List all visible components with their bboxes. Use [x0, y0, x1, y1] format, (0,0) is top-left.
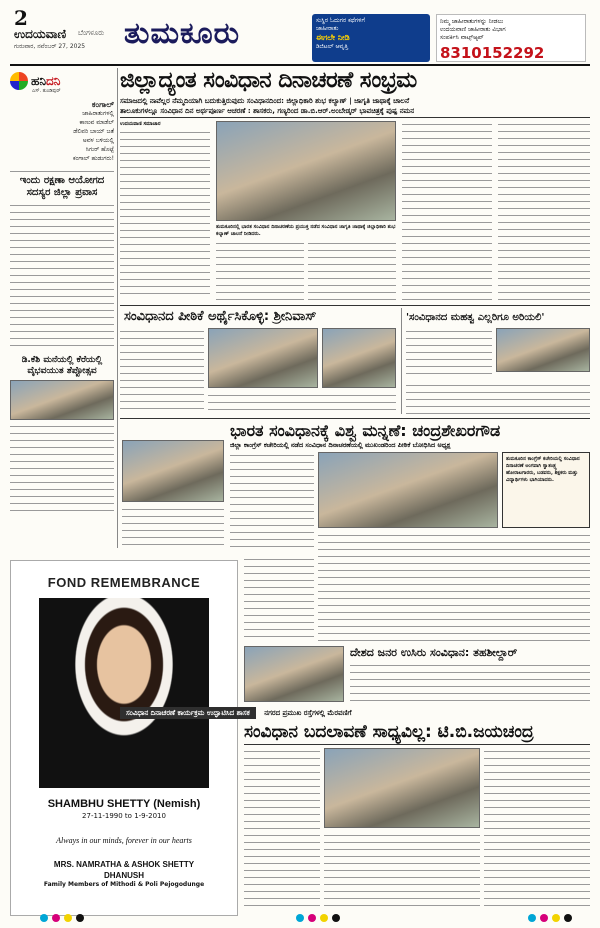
poem-line: ಜಾಹಿರಾತುಗಳಲ್ಲಿ — [82, 110, 114, 117]
byline: ಉದಯವಾಣಿ ಸಮಾಚಾರ — [120, 121, 161, 127]
lead-body-4 — [402, 121, 492, 301]
brand-logo-icon — [10, 72, 28, 90]
obituary-dates: 27-11-1990 to 1-9-2010 — [82, 812, 166, 820]
poem-line: ಅವಳ ಬಳಿಯಲ್ಲಿ — [82, 137, 114, 144]
edition-title: ತುಮಕೂರು — [124, 16, 241, 51]
ad-line: ಸಂಪರ್ಕಿಸಿ ವಾಟ್ಸ್‌ಆ್ಯಪ್ — [440, 34, 484, 41]
paper-name: ಉದಯವಾಣಿ — [14, 27, 67, 41]
ad-line: ಸುಸ್ಥಿರ ಓದುಗರ ಕಥೆಗಳಿಗೆ — [316, 17, 365, 24]
column-divider — [401, 308, 402, 414]
section-5-photo — [244, 646, 344, 702]
section-4-subhead: ಜಿಲ್ಲಾ ಕಾಂಗ್ರೆಸ್ ಕಚೇರಿಯಲ್ಲಿ ನಡೆದ ಸಂವಿಧಾನ ದಿನಾಚರಣೆಯಲ್ಲಿ ಮುಖಂಡರಿಂದ ಪೀಠಿಕೆ ಬೋಧಿಸಿದ ಅಧ್ಯಕ್ಷ — [230, 441, 451, 449]
brand-tag: ಎಸ್. ತುಂಡಿಪುರ್ — [32, 88, 61, 94]
section-6-headline: ಸಂವಿಧಾನ ಬದಲಾವಣೆ ಸಾಧ್ಯವಿಲ್ಲ: ಟಿ.ಬಿ.ಜಯಚಂದ್ರ — [244, 722, 534, 742]
ad-line: ಡಿಜಿಟಲ್ ಆವೃತ್ತಿ — [316, 43, 349, 50]
page-number: 2 — [14, 6, 28, 30]
lead-body-5 — [498, 121, 590, 301]
section-5-headline: ದೇಶದ ಜನರ ಉಸಿರು ಸಂವಿಧಾನ: ತಹಶೀಲ್ದಾರ್ — [350, 646, 518, 659]
top-ad-right[interactable] — [436, 14, 586, 62]
ad-phone: 8310152292 — [440, 44, 545, 62]
cyan-mark-icon — [296, 914, 304, 922]
obituary-family-2: DHANUSH — [104, 871, 144, 880]
yellow-mark-icon — [64, 914, 72, 922]
ad-line: ಜಾಹೀರಾತು — [316, 25, 339, 32]
obituary-name: SHAMBHU SHETTY (Nemish) — [47, 798, 201, 810]
left-headline: ಇಂದು ರಕ್ಷಣಾ ಆಯೋಗದ ಸದಸ್ಯರ ಜಿಲ್ಲಾ ಪ್ರವಾಸ — [10, 171, 114, 199]
section-6-body-2 — [324, 832, 480, 908]
headline-rule — [120, 117, 590, 118]
cyan-mark-icon — [528, 914, 536, 922]
ad-line: ಉದಯವಾಣಿ ಜಾಹೀರಾತು ವಿಭಾಗ — [440, 26, 506, 33]
section-2-body-2 — [208, 392, 396, 414]
black-mark-icon — [76, 914, 84, 922]
yellow-mark-icon — [552, 914, 560, 922]
section-4-headline: ಭಾರತ ಸಂವಿಧಾನಕ್ಕೆ ವಿಶ್ವ ಮನ್ನಣೆ: ಚಂದ್ರಶೇಖರಗೌಡ — [230, 421, 501, 440]
section-4-body — [230, 452, 314, 552]
print-registration-marks — [0, 912, 600, 924]
section-5-body — [350, 662, 590, 702]
left-column — [10, 70, 114, 546]
section-3-body — [406, 328, 492, 378]
poem-title: ಕಂಗಾಲ್ — [91, 100, 114, 109]
lead-photo-caption: ತುಮಕೂರಿನಲ್ಲಿ ಭಾರತ ಸಂವಿಧಾನ ದಿನಾಚರಣೆಯ ಪ್ರಯುಕ್ತ ನಡೆದ ಸಂವಿಧಾನ ಜಾಗೃತಿ ಜಾಥಾಕ್ಕೆ ಜಿಲ್ಲಾಧಿಕಾರಿ ಶುಭ ಕಲ್ಯಾಣ್ ಚಾಲನೆ ನೀಡಿದರು. — [216, 224, 396, 237]
section-3-photo — [496, 328, 590, 372]
obituary-quote: Always in our minds, forever in our hearts — [56, 836, 192, 845]
top-ad-left[interactable] — [312, 14, 430, 62]
section-rule — [244, 744, 590, 745]
poem-line: ಕಂಗಾಲ್ ಹುಡುಗರು! — [73, 155, 114, 162]
paper-sub: ಬೆಂಗಳೂರು — [78, 29, 105, 37]
black-mark-icon — [332, 914, 340, 922]
poem-line: ಕಾಣುವ ಮಾಡೆಲ್ — [79, 119, 114, 126]
banner-strip — [120, 707, 590, 719]
section-6-body — [244, 748, 320, 908]
cyan-mark-icon — [40, 914, 48, 922]
obituary-portrait — [39, 598, 209, 788]
section-2-photo — [208, 328, 318, 388]
masthead-rule — [10, 64, 590, 66]
yellow-mark-icon — [320, 914, 328, 922]
section-rule — [120, 305, 590, 306]
magenta-mark-icon — [540, 914, 548, 922]
lead-column-1 — [120, 121, 210, 301]
left-photo — [10, 380, 114, 420]
section-6-photo — [324, 748, 480, 828]
poem-line: ಡೆಲಿವರಿ ಬಾಯ್ ಜತೆ — [73, 128, 114, 135]
magenta-mark-icon — [52, 914, 60, 922]
section-2-body — [120, 328, 204, 414]
column-divider — [117, 68, 118, 548]
section-4-body-3 — [244, 556, 314, 642]
lead-body-3 — [308, 240, 396, 302]
info-box — [502, 452, 590, 528]
subhead-2: ತಾಲೂಕುಗಳಲ್ಲೂ ಸಂವಿಧಾನ ದಿನ ಅರ್ಥಪೂರ್ಣ ಆಚರಣೆ : ಶಾಸಕರು, ಗಣ್ಯರಿಂದ ಡಾ.ಬಿ.ಆರ್.ಅಂಬೇಡ್ಕರ್ ಭಾವಚಿತ್ರಕ್ಕೆ ಪುಷ್ಪ ನಮನ — [120, 107, 415, 115]
left-article-body — [10, 202, 114, 352]
lead-body — [120, 129, 210, 299]
section-6-body-3 — [484, 748, 590, 908]
ad-highlight: ಈಗಲೇ ನೀಡಿ — [316, 33, 350, 42]
section-3-headline: 'ಸಂವಿಧಾನದ ಮಹತ್ವ ಎಲ್ಲರಿಗೂ ಅರಿಯಲಿ' — [406, 312, 545, 323]
banner-item-2: ನಗರದ ಪ್ರಮುಖ ರಸ್ತೆಗಳಲ್ಲಿ ಮೆರವಣಿಗೆ — [264, 709, 352, 717]
obituary-ad — [10, 560, 238, 916]
poem-list — [10, 100, 114, 163]
black-mark-icon — [564, 914, 572, 922]
section-2-photo-2 — [322, 328, 396, 388]
subhead-1: ಸಮಾಜದಲ್ಲಿ ನಾವೆಲ್ಲರ ನೆಮ್ಮದಿಯಾಗಿ ಬದುಕುತ್ತಿರುವುದು ಸಂವಿಧಾನದಿಂದ: ಜಿಲ್ಲಾಧಿಕಾರಿ ಶುಭ ಕಲ್ಯಾಣ್ | ಜಾಗೃತಿ ಜಾಥಾಕ್ಕೆ ಚಾಲನೆ — [120, 97, 410, 105]
section-rule — [120, 418, 590, 419]
section-3-body-2 — [406, 382, 590, 414]
poem-line: ಸಿಗುರ್ ಹೊಟ್ಟೆ — [85, 146, 114, 153]
section-2-headline: ಸಂವಿಧಾನದ ಪೀಠಿಕೆ ಅರ್ಥೈಸಿಕೊಳ್ಳಿ: ಶ್ರೀನಿವಾಸ್ — [124, 309, 317, 324]
brand-name: ಹನಿದನಿ — [31, 73, 61, 88]
section-4-body-2 — [318, 532, 590, 642]
magenta-mark-icon — [308, 914, 316, 922]
ad-line: ನಿಮ್ಮ ಜಾಹೀರಾತುಗಳನ್ನು ನೀಡಲು — [440, 18, 504, 25]
photo-caption-lines — [122, 506, 224, 546]
obituary-family: MRS. NAMRATHA & ASHOK SHETTY — [53, 860, 195, 869]
dateline: ಗುರುವಾರ, ನವೆಂಬರ್ 27, 2025 — [14, 43, 86, 50]
info-box-text: ತುಮಕೂರಿನ ಕಾಂಗ್ರೆಸ್ ಕಚೇರಿಯಲ್ಲಿ ಸಂವಿಧಾನ ದಿನಾಚರಣೆ ಅಂಗವಾಗಿ ಸ್ವಾತಂತ್ರ್ಯ ಹೋರಾಟಗಾರರು, ಬಡವರು, ಶಿಕ್ಷಕರು ಮತ್ತು ವಿದ್ಯಾರ್ಥಿಗಳು ಭಾಗಿಯಾದರು. — [506, 456, 580, 483]
obituary-title: FOND REMEMBRANCE — [47, 575, 201, 590]
lead-photo — [216, 121, 396, 221]
section-4-photo — [318, 452, 498, 528]
banner-item-1: ಸಂವಿಧಾನ ದಿನಾಚರಣೆ ಕಾರ್ಯಕ್ರಮ ಉದ್ಘಾಟಿಸಿದ ಶಾಸಕ — [120, 707, 256, 719]
masthead — [0, 0, 600, 66]
main-headline: ಜಿಲ್ಲಾದ್ಯಂತ ಸಂವಿಧಾನ ದಿನಾಚರಣೆ ಸಂಭ್ರಮ — [120, 68, 417, 93]
main-subheads — [120, 96, 590, 116]
lead-body-2 — [216, 240, 304, 302]
photo-left-small — [122, 440, 224, 502]
obituary-family-3: Family Members of Mithodi & Poli Pejogodunge — [43, 881, 205, 888]
left-article-body-2 — [10, 423, 114, 513]
left-headline-2: ಡಿ.ಕೆಶಿ ಮನೆಯಲ್ಲಿ ಕೆರೆಯಲ್ಲಿ ವೈಭವಯುತ ತೆಪ್ಪೋತ್ಸವ — [21, 355, 103, 376]
